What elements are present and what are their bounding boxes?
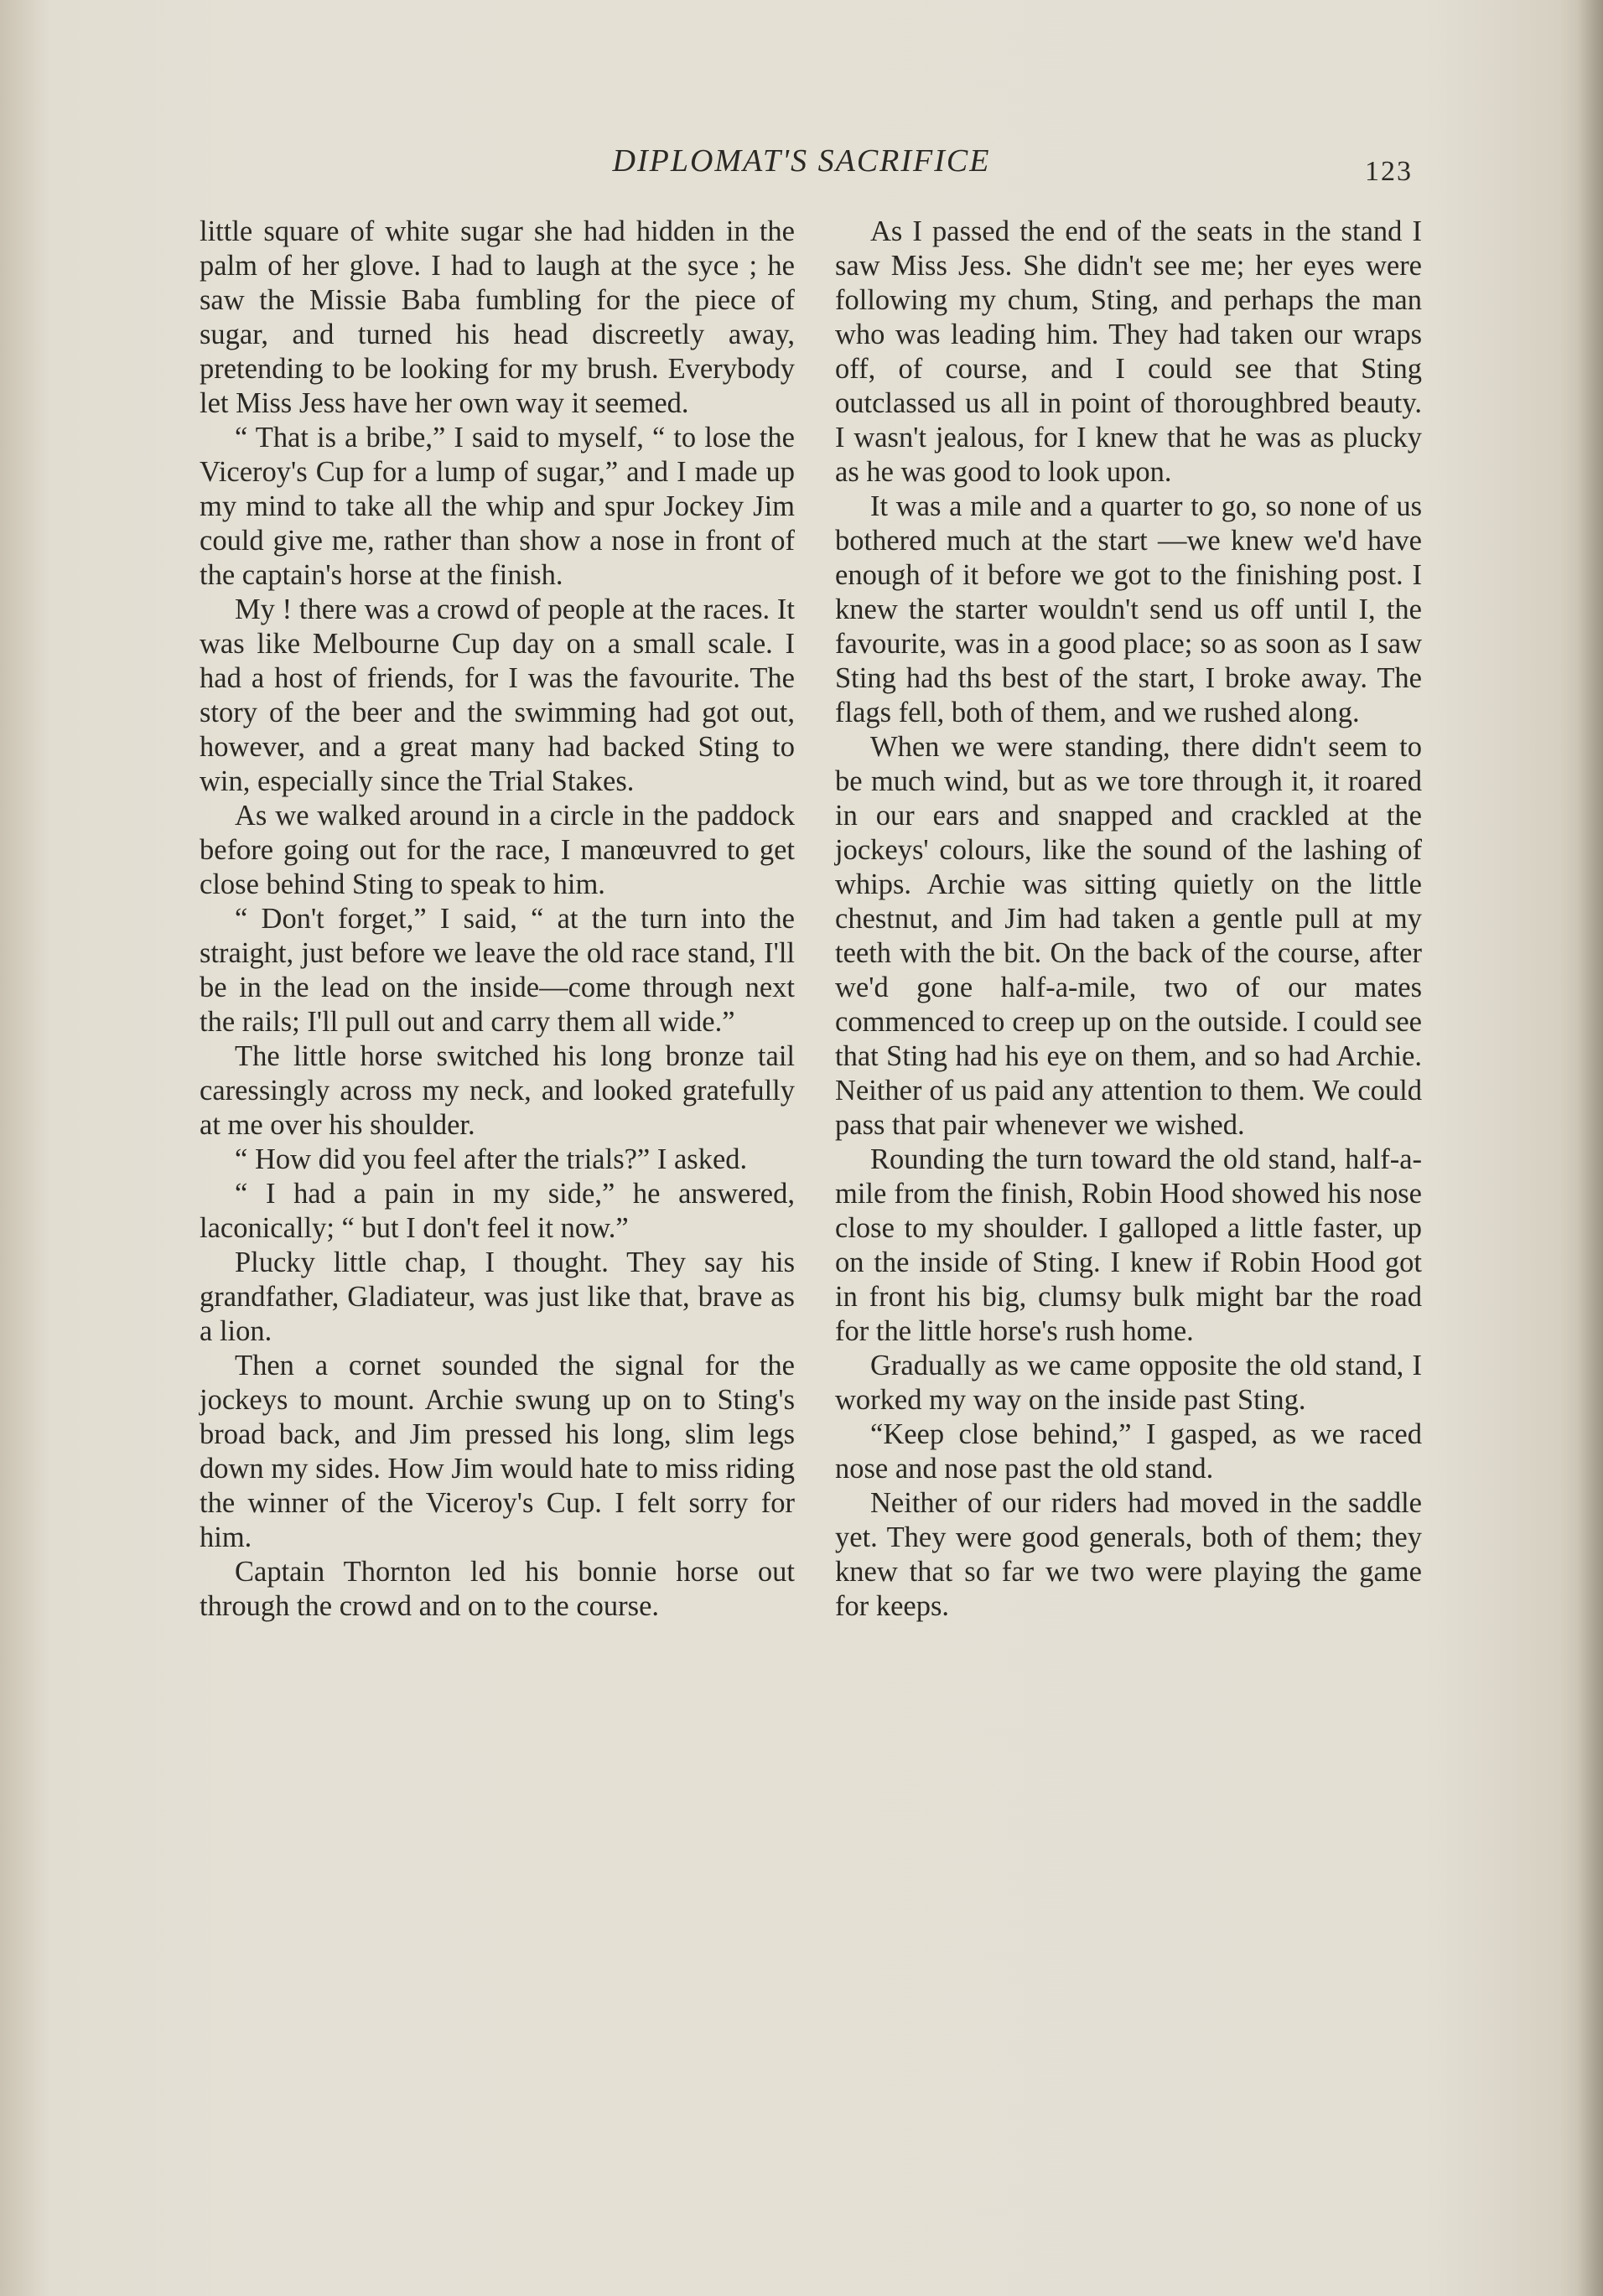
paragraph: Rounding the turn toward the old stand, half-a-mile from the finish, Robin Hood showed his nose close to my shoulder. I galloped a little faster, up on the inside of Sting. I knew if Robin Hood got in front his big, clumsy bulk might bar the road for the little horse's rush home. bbox=[835, 1143, 1422, 1347]
running-head bbox=[0, 143, 1603, 179]
page-shadow bbox=[1578, 0, 1603, 2296]
paragraph: “ Don't forget,” I said, “ at the turn into the straight, just before we leave the old race stand, I'll be in the lead on the inside—come through next the rails; I'll pull out and carry them all wide.” bbox=[200, 903, 795, 1038]
paragraph: The little horse switched his long bronze tail caressingly across my neck, and looked gratefully at me over his shoulder. bbox=[200, 1040, 795, 1141]
page-number: 123 bbox=[1365, 156, 1413, 187]
left-column bbox=[200, 215, 795, 1624]
paragraph: Plucky little chap, I thought. They say his grandfather, Gladiateur, was just like that, brave as a lion. bbox=[200, 1246, 795, 1347]
paragraph: Captain Thornton led his bonnie horse out through the crowd and on to the course. bbox=[200, 1556, 795, 1622]
paragraph: “Keep close behind,” I gasped, as we raced nose and nose past the old stand. bbox=[835, 1418, 1422, 1485]
paragraph: “ That is a bribe,” I said to myself, “ to lose the Viceroy's Cup for a lump of sugar,” and I made up my mind to take all the whip and spur Jockey Jim could give me, rather than show a nose in front of the captain's horse at the finish. bbox=[200, 422, 795, 591]
paragraph: Then a cornet sounded the signal for the jockeys to mount. Archie swung up on to Sting's broad back, and Jim pressed his long, slim legs down my sides. How Jim would hate to miss riding the winner of the Viceroy's Cup. I felt sorry for him. bbox=[200, 1350, 795, 1553]
paragraph: little square of white sugar she had hidden in the palm of her glove. I had to laugh at the syce ; he saw the Missie Baba fumbling for the piece of sugar, and turned his head discreetly away, pretending to be looking for my brush. Everybody let Miss Jess have her own way it seemed. bbox=[200, 215, 795, 419]
running-title: DIPLOMAT'S SACRIFICE bbox=[612, 143, 991, 179]
paragraph: My ! there was a crowd of people at the races. It was like Melbourne Cup day on a small scale. I had a host of friends, for I was the favourite. The story of the beer and the swimming had got out, however, and a great many had backed Sting to win, especially since the Trial Stakes. bbox=[200, 593, 795, 797]
paragraph: It was a mile and a quarter to go, so none of us bothered much at the start —we knew we'd have enough of it before we got to the finishing post. I knew the starter wouldn't send us off until I, the favourite, was in a good place; so as soon as I saw Sting had ths best of the start, I broke away. The flags fell, both of them, and we rushed along. bbox=[835, 490, 1422, 728]
paragraph: As I passed the end of the seats in the stand I saw Miss Jess. She didn't see me; her eyes were following my chum, Sting, and perhaps the man who was leading him. They had taken our wraps off, of course, and I could see that Sting outclassed us all in point of thoroughbred beauty. I wasn't jealous, for I knew that he was as plucky as he was good to look upon. bbox=[835, 215, 1422, 488]
right-column bbox=[835, 215, 1422, 1624]
paragraph: Neither of our riders had moved in the saddle yet. They were good generals, both of them; they knew that so far we two were playing the game for keeps. bbox=[835, 1487, 1422, 1622]
paragraph: “ I had a pain in my side,” he answered, laconically; “ but I don't feel it now.” bbox=[200, 1178, 795, 1244]
paragraph: As we walked around in a circle in the paddock before going out for the race, I manœuvred to get close behind Sting to speak to him. bbox=[200, 800, 795, 900]
paragraph: “ How did you feel after the trials?” I asked. bbox=[235, 1143, 748, 1175]
paragraph: Gradually as we came opposite the old stand, I worked my way on the inside past Sting. bbox=[835, 1350, 1422, 1416]
paragraph: When we were standing, there didn't seem to be much wind, but as we tore through it, it roared in our ears and snapped and crackled at the jockeys' colours, like the sound of the lashing of whips. Archie was sitting quietly on the little chestnut, and Jim had taken a gentle pull at my teeth with the bit. On the back of the course, after we'd gone half-a-mile, two of our mates commenced to creep up on the outside. I could see that Sting had his eye on them, and so had Archie. Neither of us paid any attention to them. We could pass that pair whenever we wished. bbox=[835, 731, 1422, 1141]
